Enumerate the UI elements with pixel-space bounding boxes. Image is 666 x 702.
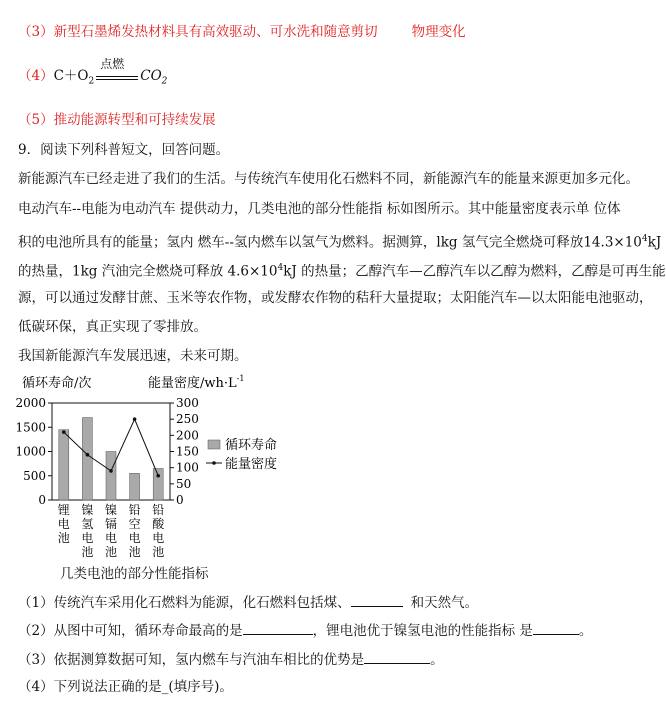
paragraph-6: 低碳环保，真正实现了零排放。 [18,319,207,335]
bar-cycle-life [130,473,140,500]
energy-density-point [62,430,66,434]
question-number: 9．阅读下列科普短文，回答问题。 [18,142,230,158]
category-label: 锂电池 [57,503,70,545]
left-axis-tick-label: 1000 [15,444,46,459]
answer-4 [18,57,168,92]
answer-5-text: 推动能源转型和可持续发展 [53,112,216,128]
right-axis-tick-label: 100 [176,460,199,475]
legend-line-marker [212,461,216,465]
legend-bar-swatch [208,440,220,449]
answer-3-extra: 物理变化 [411,24,466,40]
paragraph-4: 的热量，1kg 汽油完全燃烧可释放 $4.6\times 10^4kJ$ 的热量；乙醇汽车—乙醇汽车以乙醇为燃料，乙醇是可再生能 [18,263,666,280]
left-axis-tick-label: 2000 [15,396,46,410]
battery-performance-chart [0,365,657,585]
reaction-arrow [96,57,138,80]
right-axis-tick-label: 150 [176,444,199,459]
left-axis-tick-label: 500 [23,468,46,483]
answer-blank-2a[interactable] [243,620,313,635]
answer-5 [18,110,216,130]
equation-left: $C+O_2$ [53,68,95,87]
answer-5-label: （5） [18,112,54,128]
paragraph-7: 我国新能源汽车发展迅速，未来可期。 [18,348,248,364]
bar-cycle-life [82,418,92,500]
right-axis-tick-label: 250 [176,412,199,427]
paragraph-2: 电动汽车--电能为电动汽车 提供动力，几类电池的部分性能指 标如图所示。其中能量密度表示单 位体 [18,201,621,217]
answer-blank-2b[interactable] [533,620,579,635]
category-label: 铅酸电池 [152,503,165,559]
energy-density-point [109,469,113,473]
energy-density-point [133,417,137,421]
left-axis-tick-label: 0 [38,493,46,507]
subquestion-3: （3）依据测算数据可知，氢内燃车与汽油车相比的优势是 。 [18,649,444,670]
answer-3-text: 新型石墨烯发热材料具有高效驱动、可水洗和随意剪切 [53,24,378,40]
right-axis-label: 能量密度$/wh\cdot L^{-1}$ [148,374,245,391]
answer-blank-1[interactable] [351,592,403,607]
legend-line-label: 能量密度 [225,457,278,472]
right-axis-tick-label: 0 [176,493,184,507]
reaction-condition: 点燃 [100,57,125,71]
equation-right: $CO_2$ [140,68,168,87]
legend-bar-label: 循环寿命 [225,438,278,453]
subquestion-4: （4）下列说法正确的是_(填序号)。 [18,679,233,695]
answer-3 [18,22,466,42]
bar-cycle-life [106,452,116,501]
left-axis-tick-label: 1500 [15,420,46,435]
answer-4-label: （4） [18,68,54,84]
category-label: 镍镉电池 [104,503,118,559]
bar-cycle-life [59,430,69,500]
answer-3-label: （3） [18,24,54,40]
paragraph-5: 源，可以通过发酵甘蔗、玉米等农作物，或发酵农作物的秸秆大量提取；太阳能汽车—以太阳能电池驱动， [18,290,653,306]
chart-caption: 几类电池的部分性能指标 [60,566,209,582]
category-label: 铅空电池 [128,503,141,559]
right-axis-tick-label: 50 [176,476,192,491]
paragraph-1: 新能源汽车已经走进了我们的生活。与传统汽车使用化石燃料不同，新能源汽车的能量来源更加多元化。 [18,171,639,187]
energy-density-point [156,474,160,478]
left-axis-label: 循环寿命/次 [22,376,92,391]
bar-cycle-life [153,468,163,500]
subquestion-2: （2）从图中可知，循环寿命最高的是 ，锂电池优于镍氢电池的性能指标 是 。 [18,620,592,641]
subquestion-1: （1）传统汽车采用化石燃料为能源，化石燃料包括煤、 和天然气。 [18,592,478,613]
paragraph-3: 积的电池所具有的能量；氢内 燃车--氢内燃车以氢气为燃料。据测算，lkg 氢气完全燃烧可释放$14.3\times 10^4kJ$ [18,234,662,251]
chart-legend [206,437,277,472]
category-label: 镍氢电池 [81,503,94,559]
right-axis-tick-label: 200 [176,428,199,443]
energy-density-point [86,453,90,457]
right-axis-tick-label: 300 [176,396,199,410]
answer-blank-3[interactable] [364,649,430,664]
